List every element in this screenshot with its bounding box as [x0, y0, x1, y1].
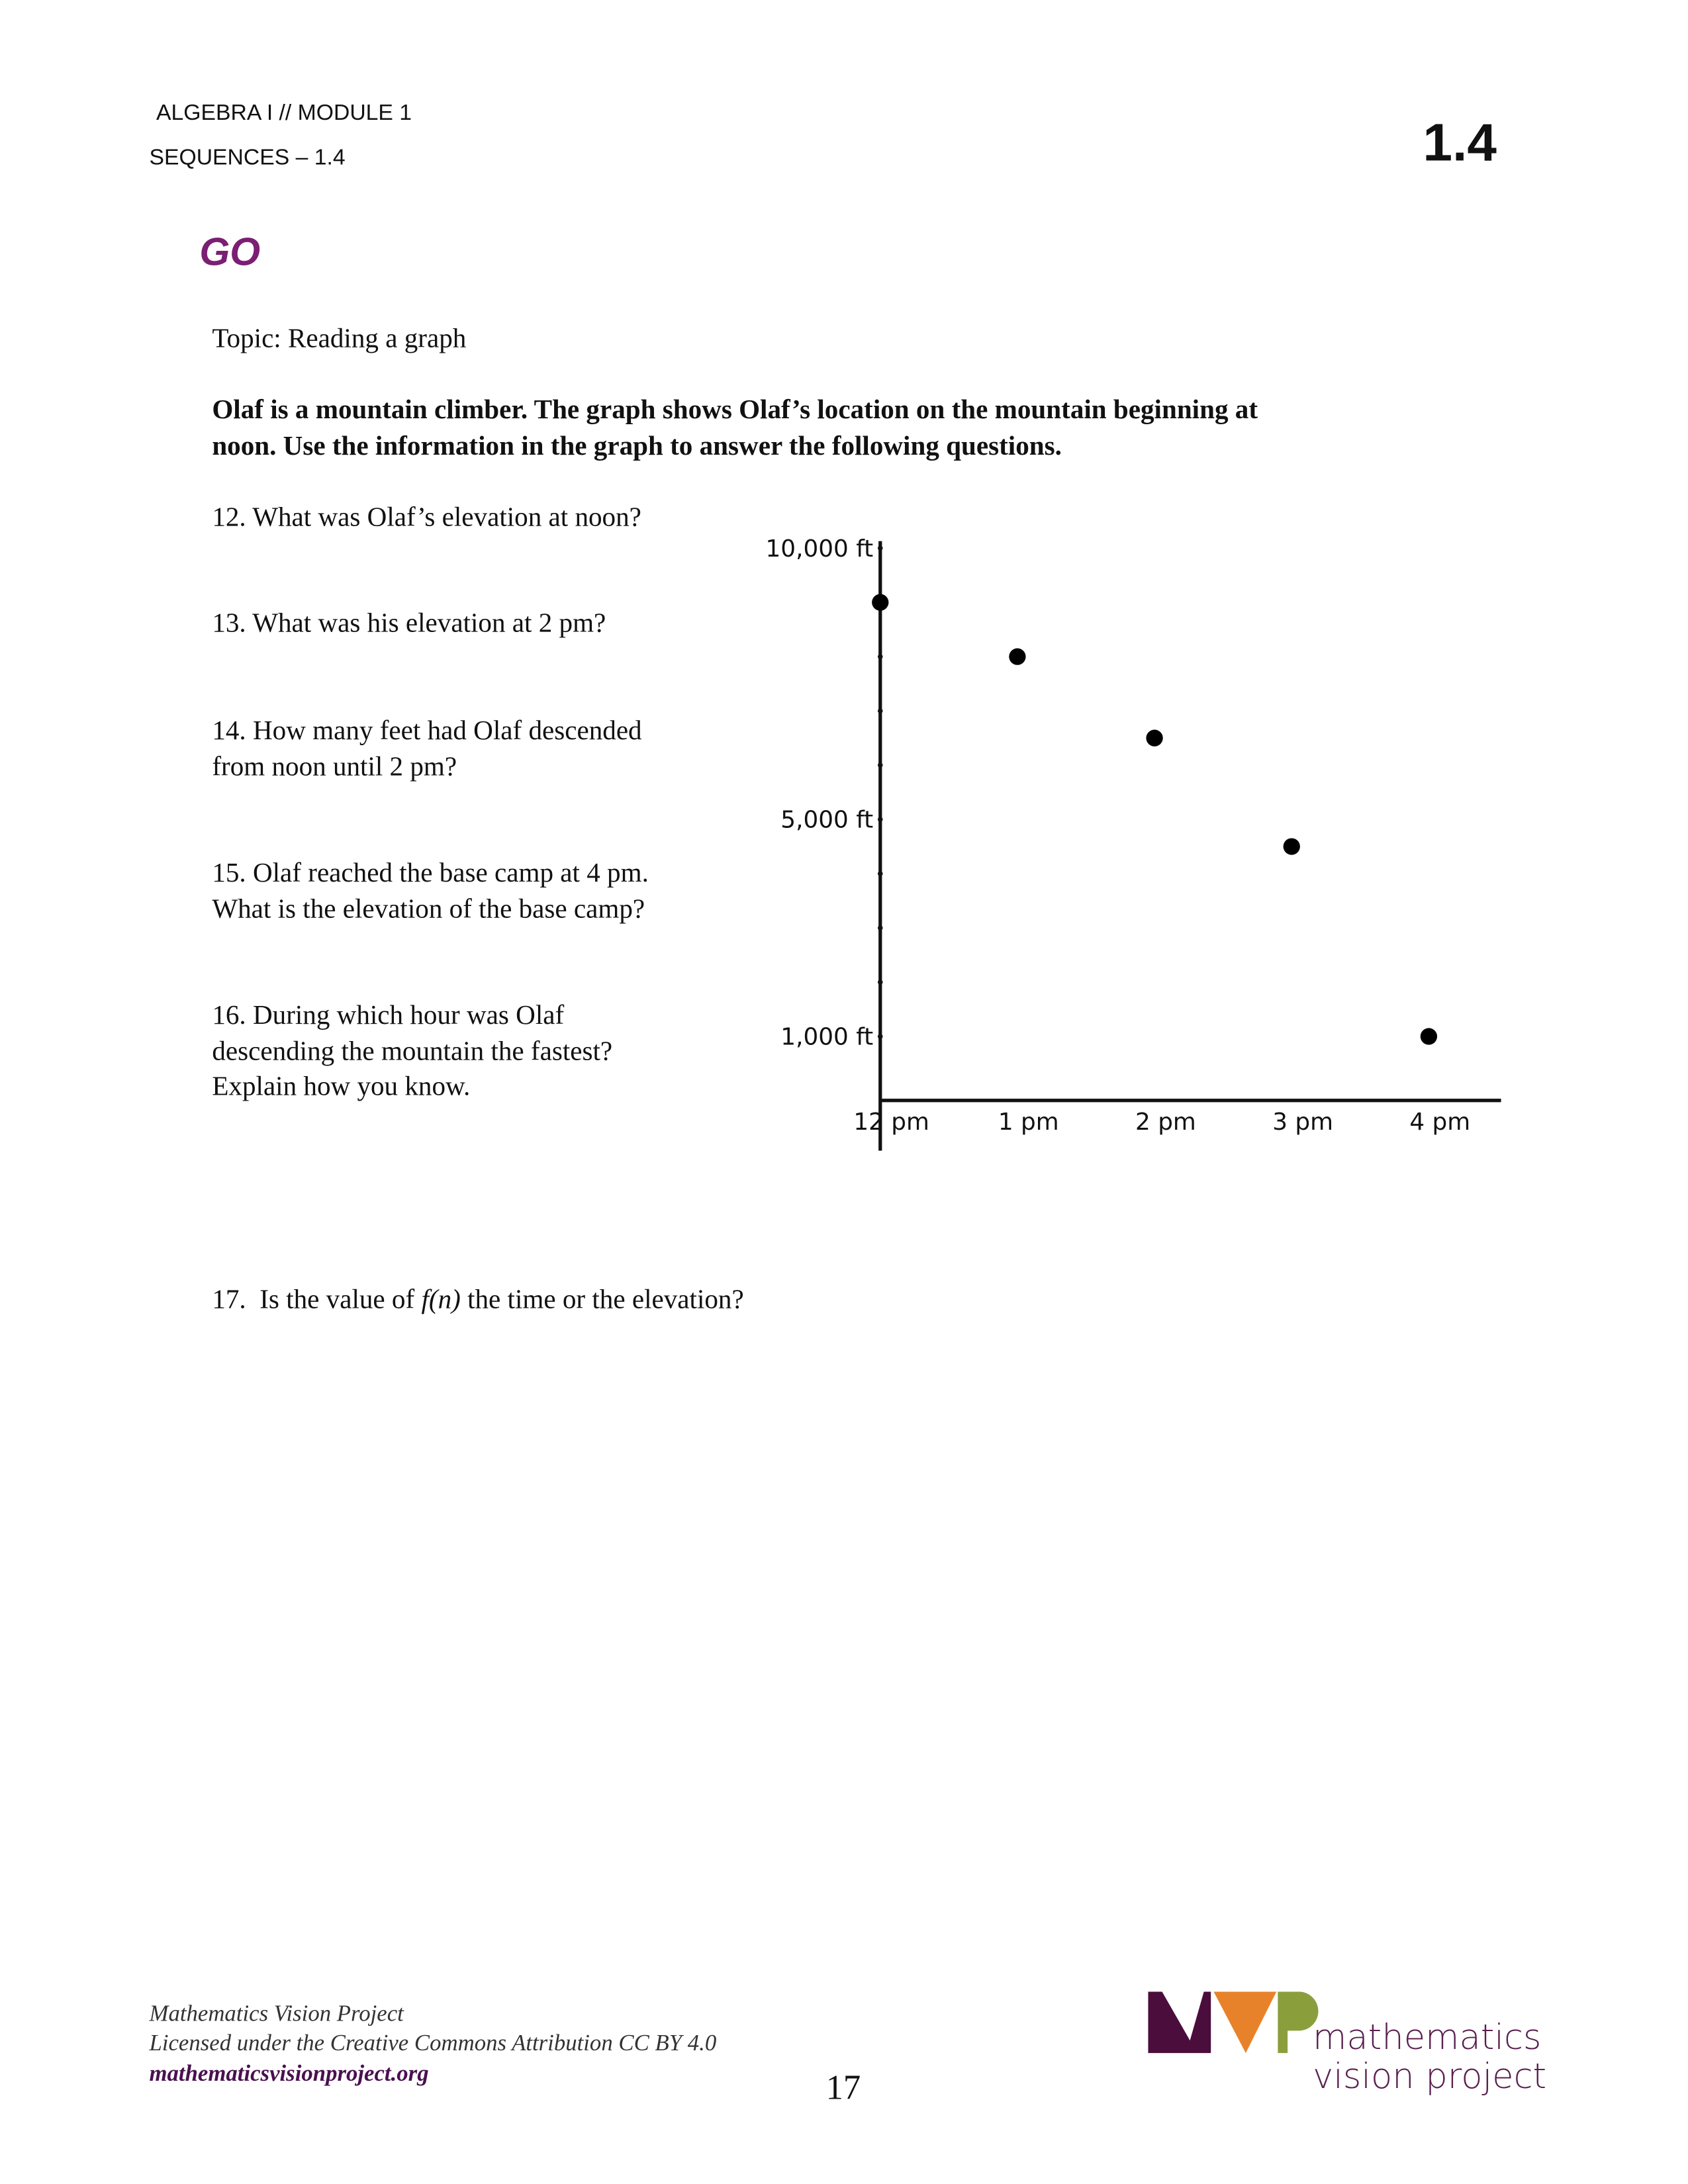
intro-line-2: noon. Use the information in the graph to answer the following questions.	[212, 432, 1062, 462]
mvp-logo	[1148, 1991, 1566, 2103]
mvp-logo-mark	[1148, 1991, 1322, 2054]
course-header: ALGEBRA I // MODULE 1	[156, 101, 412, 126]
y-tick-label: 1,000 ft	[780, 1023, 874, 1051]
y-tick	[878, 817, 883, 822]
question-17	[212, 1283, 743, 1319]
y-tick	[878, 545, 883, 551]
question-text: 12. What was Olaf’s elevation at noon?	[212, 503, 641, 533]
data-point	[1009, 649, 1025, 665]
y-tick	[878, 654, 883, 659]
x-tick-label: 2 pm	[1135, 1108, 1196, 1136]
question-text: from noon until 2 pm?	[212, 752, 457, 782]
lesson-number: 1.4	[1423, 114, 1497, 173]
y-tick	[878, 1034, 883, 1039]
footer-license: Licensed under the Creative Commons Attribution CC BY 4.0	[149, 2029, 717, 2056]
topic: Topic: Reading a graph	[212, 325, 467, 355]
y-tick	[878, 871, 883, 876]
intro-line-1: Olaf is a mountain climber. The graph shows Olaf’s location on the mountain beginning at	[212, 396, 1258, 426]
question-text: the time or the elevation?	[460, 1286, 744, 1316]
page-number: 17	[825, 2070, 861, 2108]
question-text: descending the mountain the fastest?	[212, 1036, 613, 1067]
x-tick-label: 1 pm	[998, 1108, 1059, 1136]
data-point	[1146, 729, 1162, 746]
x-tick-label: 3 pm	[1272, 1108, 1333, 1136]
question-text: 13. What was his elevation at 2 pm?	[212, 609, 606, 639]
question-text: Explain how you know.	[212, 1072, 471, 1102]
x-tick-label: 4 pm	[1409, 1108, 1471, 1136]
question-text: 17. Is the value of	[212, 1286, 422, 1316]
logo-text-mathematics: mathematics	[1313, 2017, 1542, 2058]
question-text: What is the elevation of the base camp?	[212, 894, 645, 925]
question-text: 16. During which hour was Olaf	[212, 1001, 565, 1031]
y-tick	[878, 708, 883, 713]
footer-project: Mathematics Vision Project	[149, 2000, 404, 2027]
logo-text-vision-project: vision project	[1313, 2056, 1547, 2097]
y-tick	[878, 925, 883, 931]
function-notation: f(n)	[421, 1286, 461, 1316]
question-text: 14. How many feet had Olaf descended	[212, 717, 642, 747]
go-heading: GO	[199, 230, 261, 274]
y-tick	[878, 762, 883, 768]
section-header: SEQUENCES – 1.4	[149, 146, 346, 171]
y-tick-label: 10,000 ft	[765, 535, 874, 563]
data-point	[1284, 838, 1300, 854]
footer-url[interactable]: mathematicsvisionproject.org	[149, 2060, 429, 2087]
y-tick-label: 5,000 ft	[780, 806, 874, 834]
y-tick	[878, 979, 883, 985]
data-point	[872, 594, 888, 611]
question-text: 15. Olaf reached the base camp at 4 pm.	[212, 859, 649, 889]
data-point	[1421, 1028, 1437, 1044]
x-tick-label: 12 pm	[853, 1108, 929, 1136]
